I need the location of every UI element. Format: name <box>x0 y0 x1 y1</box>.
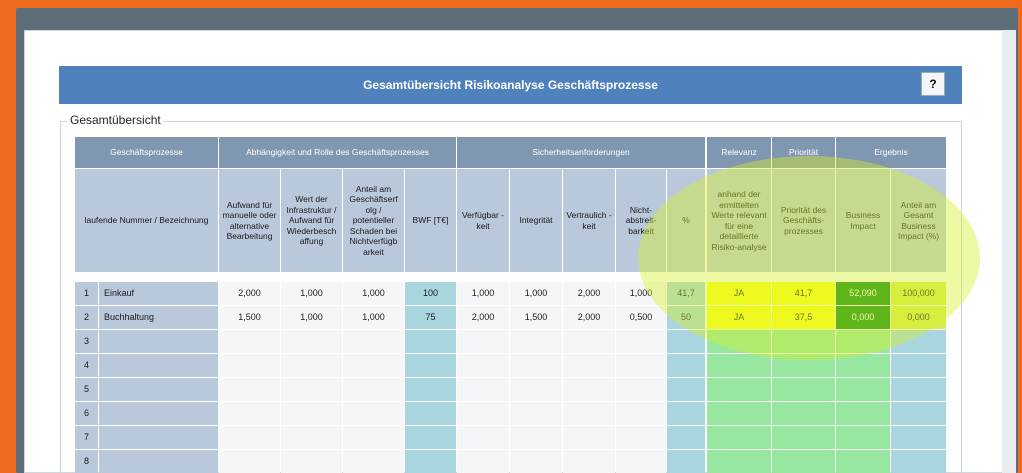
table-cell-integ[interactable] <box>510 378 562 401</box>
table-cell-verf[interactable] <box>457 354 509 377</box>
process-name-cell[interactable] <box>99 330 218 353</box>
table-cell-bwf <box>405 330 456 353</box>
table-cell-nicht[interactable] <box>616 330 666 353</box>
table-cell-integ[interactable] <box>510 450 562 473</box>
subheader-relevanz: anhand der ermittelten Werte relevant für eine detaillierte Risiko-analyse <box>707 169 771 272</box>
table-cell-anteil_ges <box>891 450 946 473</box>
table-cell-integ[interactable] <box>510 426 562 449</box>
process-name-cell[interactable] <box>99 402 218 425</box>
subheader-anteil-gesamt: Anteil am Gesamt Business Impact (%) <box>891 169 946 272</box>
subheader-vertraulichkeit: Vertraulich -keit <box>563 169 615 272</box>
table-cell-integ[interactable]: 1,000 <box>510 282 562 305</box>
table-cell-aufwand[interactable] <box>219 450 280 473</box>
process-name-cell[interactable] <box>99 450 218 473</box>
table-cell-verf[interactable] <box>457 378 509 401</box>
subheader-bwf: BWF [T€] <box>405 169 456 272</box>
table-cell-integ[interactable] <box>510 402 562 425</box>
subheader-anteil: Anteil am Geschäftserf olg / potentieller Schaden bei Nichtverfügb arkeit <box>343 169 404 272</box>
table-cell-nicht[interactable] <box>616 450 666 473</box>
subheader-nichtabstreitbarkeit: Nicht-abstreit-barkeit <box>616 169 666 272</box>
table-cell-relevanz <box>707 330 771 353</box>
table-cell-aufwand[interactable] <box>219 354 280 377</box>
process-name-cell[interactable]: Einkauf <box>99 282 218 305</box>
table-cell-vertr[interactable] <box>563 354 615 377</box>
table-cell-relevanz <box>707 426 771 449</box>
table-cell-anteil[interactable] <box>343 354 404 377</box>
table-cell-aufwand[interactable]: 1,500 <box>219 306 280 329</box>
header-geschaeftsprozesse: Geschäftsprozesse <box>75 137 218 168</box>
process-name-cell[interactable]: Buchhaltung <box>99 306 218 329</box>
process-name-cell[interactable] <box>99 426 218 449</box>
table-cell-anteil_ges <box>891 378 946 401</box>
table-cell-verf[interactable] <box>457 402 509 425</box>
table-cell-anteil_ges: 0,000 <box>891 306 946 329</box>
subheader-verfuegbarkeit: Verfügbar -keit <box>457 169 509 272</box>
subheader-prozent: % <box>667 169 705 272</box>
table-cell-aufwand[interactable] <box>219 426 280 449</box>
table-cell-vertr[interactable] <box>563 402 615 425</box>
table-cell-bi <box>836 330 890 353</box>
row-number: 4 <box>75 354 98 377</box>
table-cell-wert[interactable]: 1,000 <box>281 306 342 329</box>
table-cell-bwf <box>405 354 456 377</box>
header-relevanz: Relevanz <box>707 137 771 168</box>
table-cell-aufwand[interactable]: 2,000 <box>219 282 280 305</box>
table-cell-bwf <box>405 378 456 401</box>
table-cell-prio <box>772 378 835 401</box>
table-cell-anteil[interactable] <box>343 426 404 449</box>
table-cell-bwf: 100 <box>405 282 456 305</box>
table-cell-relevanz <box>707 450 771 473</box>
table-cell-nicht[interactable]: 1,000 <box>616 282 666 305</box>
table-cell-pct: 41,7 <box>667 282 705 305</box>
table-cell-wert[interactable] <box>281 354 342 377</box>
table-cell-aufwand[interactable] <box>219 402 280 425</box>
process-name-cell[interactable] <box>99 378 218 401</box>
row-number: 1 <box>75 282 98 305</box>
table-cell-verf[interactable] <box>457 450 509 473</box>
table-cell-anteil[interactable] <box>343 402 404 425</box>
table-cell-relevanz <box>707 402 771 425</box>
table-cell-anteil[interactable] <box>343 330 404 353</box>
table-cell-pct: 50 <box>667 306 705 329</box>
row-number: 6 <box>75 402 98 425</box>
header-abhaengigkeit: Abhängigkeit und Rolle des Geschäftsprozesses <box>219 137 456 168</box>
table-cell-bi <box>836 378 890 401</box>
help-button[interactable]: ? <box>921 72 945 96</box>
table-cell-nicht[interactable] <box>616 402 666 425</box>
table-cell-bwf <box>405 426 456 449</box>
subheader-wert: Wert der Infrastruktur / Aufwand für Wiederbesch affung <box>281 169 342 272</box>
table-cell-bi: 52,090 <box>836 282 890 305</box>
group-label: Gesamtübersicht <box>67 113 164 127</box>
subheader-aufwand: Aufwand für manuelle oder alternative Bearbeitung <box>219 169 280 272</box>
header-prioritaet: Priorität <box>772 137 835 168</box>
table-cell-integ[interactable]: 1,500 <box>510 306 562 329</box>
table-cell-anteil_ges <box>891 330 946 353</box>
table-cell-wert[interactable] <box>281 330 342 353</box>
row-number: 2 <box>75 306 98 329</box>
table-cell-wert[interactable] <box>281 450 342 473</box>
table-cell-prio <box>772 330 835 353</box>
table-cell-prio <box>772 450 835 473</box>
table-cell-vertr[interactable]: 2,000 <box>563 306 615 329</box>
table-cell-relevanz <box>707 378 771 401</box>
table-cell-bwf <box>405 450 456 473</box>
table-cell-bi <box>836 354 890 377</box>
row-number: 8 <box>75 450 98 473</box>
table-cell-vertr[interactable] <box>563 426 615 449</box>
table-cell-pct <box>667 330 705 353</box>
table-cell-vertr[interactable] <box>563 450 615 473</box>
subheader-bezeichnung: laufende Nummer / Bezeichnung <box>75 169 218 272</box>
table-cell-relevanz: JA <box>707 282 771 305</box>
table-cell-vertr[interactable]: 2,000 <box>563 282 615 305</box>
table-cell-integ[interactable] <box>510 330 562 353</box>
row-number: 3 <box>75 330 98 353</box>
table-cell-anteil_ges <box>891 402 946 425</box>
table-cell-relevanz <box>707 354 771 377</box>
table-cell-bi <box>836 402 890 425</box>
table-cell-wert[interactable] <box>281 378 342 401</box>
table-cell-prio <box>772 426 835 449</box>
table-cell-bi: 0,000 <box>836 306 890 329</box>
process-name-cell[interactable] <box>99 354 218 377</box>
header-ergebnis: Ergebnis <box>836 137 946 168</box>
table-cell-anteil[interactable]: 1,000 <box>343 282 404 305</box>
row-number: 7 <box>75 426 98 449</box>
table-cell-anteil_ges: 100,000 <box>891 282 946 305</box>
table-cell-bwf: 75 <box>405 306 456 329</box>
header-sicherheitsanforderungen: Sicherheitsanforderungen <box>457 137 705 168</box>
table-cell-prio <box>772 354 835 377</box>
table-cell-nicht[interactable] <box>616 354 666 377</box>
table-cell-pct <box>667 354 705 377</box>
table-cell-wert[interactable] <box>281 402 342 425</box>
row-number: 5 <box>75 378 98 401</box>
subheader-integritaet: Integrität <box>510 169 562 272</box>
table-cell-vertr[interactable] <box>563 330 615 353</box>
table-cell-prio: 41,7 <box>772 282 835 305</box>
table-cell-prio <box>772 402 835 425</box>
subheader-business-impact: Business Impact <box>836 169 890 272</box>
table-cell-nicht[interactable]: 0,500 <box>616 306 666 329</box>
subheader-prioritaet: Priorität des Geschäfts-prozesses <box>772 169 835 272</box>
table-cell-relevanz: JA <box>707 306 771 329</box>
table-cell-bi <box>836 450 890 473</box>
table-cell-nicht[interactable] <box>616 378 666 401</box>
table-cell-anteil[interactable] <box>343 450 404 473</box>
table-cell-bwf <box>405 402 456 425</box>
table-cell-nicht[interactable] <box>616 426 666 449</box>
table-cell-pct <box>667 402 705 425</box>
table-cell-verf[interactable] <box>457 330 509 353</box>
table-cell-pct <box>667 426 705 449</box>
table-cell-pct <box>667 378 705 401</box>
table-cell-anteil_ges <box>891 426 946 449</box>
table-cell-bi <box>836 426 890 449</box>
table-cell-aufwand[interactable] <box>219 378 280 401</box>
table-cell-verf[interactable]: 1,000 <box>457 282 509 305</box>
table-cell-wert[interactable]: 1,000 <box>281 282 342 305</box>
table-cell-verf[interactable] <box>457 426 509 449</box>
table-cell-wert[interactable] <box>281 426 342 449</box>
table-cell-pct <box>667 450 705 473</box>
table-cell-verf[interactable]: 2,000 <box>457 306 509 329</box>
table-cell-anteil[interactable]: 1,000 <box>343 306 404 329</box>
table-cell-anteil_ges <box>891 354 946 377</box>
table-cell-vertr[interactable] <box>563 378 615 401</box>
window-title: Gesamtübersicht Risikoanalyse Geschäftsprozesse <box>59 66 962 104</box>
table-cell-aufwand[interactable] <box>219 330 280 353</box>
table-cell-anteil[interactable] <box>343 378 404 401</box>
table-cell-prio: 37,5 <box>772 306 835 329</box>
table-cell-integ[interactable] <box>510 354 562 377</box>
